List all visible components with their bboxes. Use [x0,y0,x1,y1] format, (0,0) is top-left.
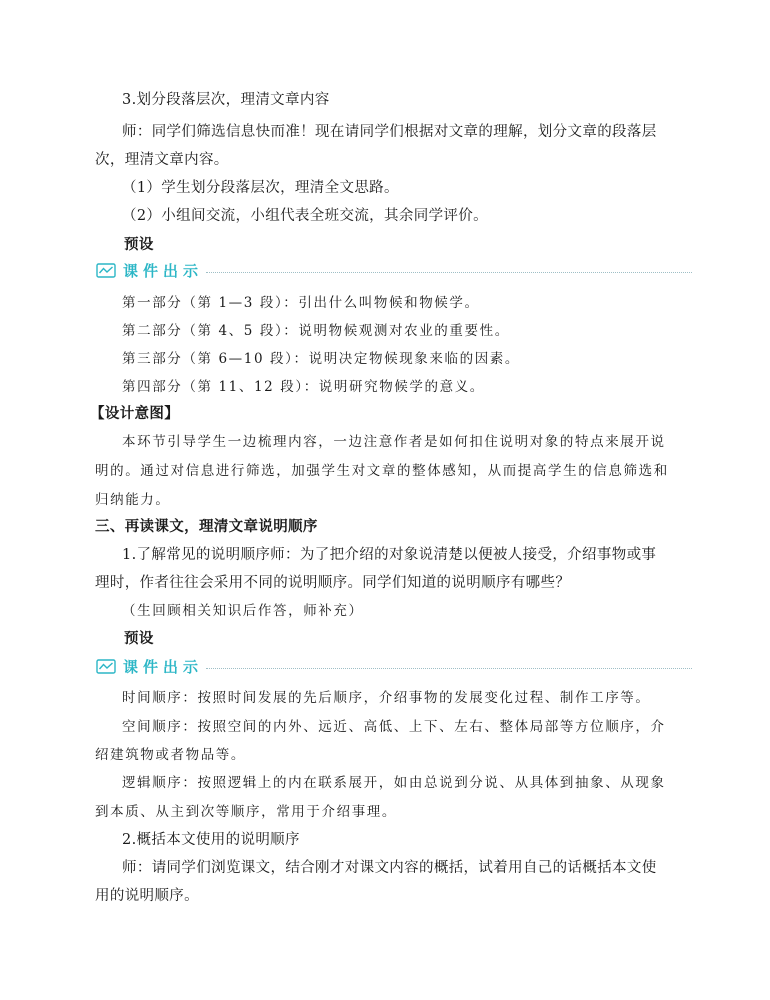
step-heading: 2.概括本文使用的说明顺序 [122,832,300,848]
courseware-item: 第一部分（第 1—3 段）：引出什么叫物候和物候学。 [122,295,480,311]
courseware-title: 课件出示 [123,658,204,676]
design-intent-heading: 【设计意图】 [90,405,180,422]
courseware-item: 空间顺序：按照空间的内外、远近、高低、上下、左右、整体局部等方位顺序，介 [122,719,666,735]
courseware-item: 第四部分（第 11、12 段）：说明研究物候学的意义。 [122,379,485,395]
paragraph-line: 次，理清文章内容。 [95,152,229,168]
paragraph-line: 归纳能力。 [95,492,171,508]
paragraph-line: （生回顾相关知识后作答，师补充） [122,603,364,619]
paragraph-line: 师：同学们筛选信息快而准！现在请同学们根据对文章的理解，划分文章的段落层 [122,124,657,140]
paragraph-line: 理时，作者往往会采用不同的说明顺序。同学们知道的说明顺序有哪些？ [95,575,571,591]
step-heading: 3.划分段落层次，理清文章内容 [122,92,330,108]
paragraph-line: 本环节引导学生一边梳理内容，一边注意作者是如何扣住说明对象的特点来展开说 [122,434,666,450]
courseware-item: 到本质、从主到次等顺序，常用于介绍事理。 [95,804,397,820]
paragraph-line: 用的说明顺序。 [95,888,199,904]
courseware-item: 绍建筑物或者物品等。 [95,747,246,763]
courseware-title: 课件出示 [123,262,204,280]
section-heading: 三、再读课文，理清文章说明顺序 [95,518,318,535]
courseware-item: 逻辑顺序：按照逻辑上的内在联系展开，如由总说到分说、从具体到抽象、从现象 [122,775,666,791]
dotted-divider [206,272,692,273]
paragraph-line: 明的。通过对信息进行筛选，加强学生对文章的整体感知，从而提高学生的信息筛选和 [95,463,669,479]
courseware-item: 时间顺序：按照时间发展的先后顺序，介绍事物的发展变化过程、制作工序等。 [122,690,651,706]
courseware-icon [96,263,116,278]
preset-label: 预设 [124,630,154,647]
paragraph-line: 1.了解常见的说明顺序师：为了把介绍的对象说清楚以便被人接受，介绍事物或事 [122,547,657,563]
paragraph-line: （1）学生划分段落层次，理清全文思路。 [122,180,399,196]
courseware-item: 第二部分（第 4、5 段）：说明物候观测对农业的重要性。 [122,323,510,339]
paragraph-line: 师：请同学们浏览课文，结合刚才对课文内容的概括，试着用自己的话概括本文使 [122,860,657,876]
courseware-icon [96,659,116,674]
preset-label: 预设 [124,236,154,253]
courseware-item: 第三部分（第 6—10 段）：说明决定物候现象来临的因素。 [122,351,520,367]
courseware-banner [96,656,692,678]
paragraph-line: （2）小组间交流，小组代表全班交流，其余同学评价。 [122,208,488,224]
courseware-banner [96,260,692,282]
dotted-divider [206,668,692,669]
